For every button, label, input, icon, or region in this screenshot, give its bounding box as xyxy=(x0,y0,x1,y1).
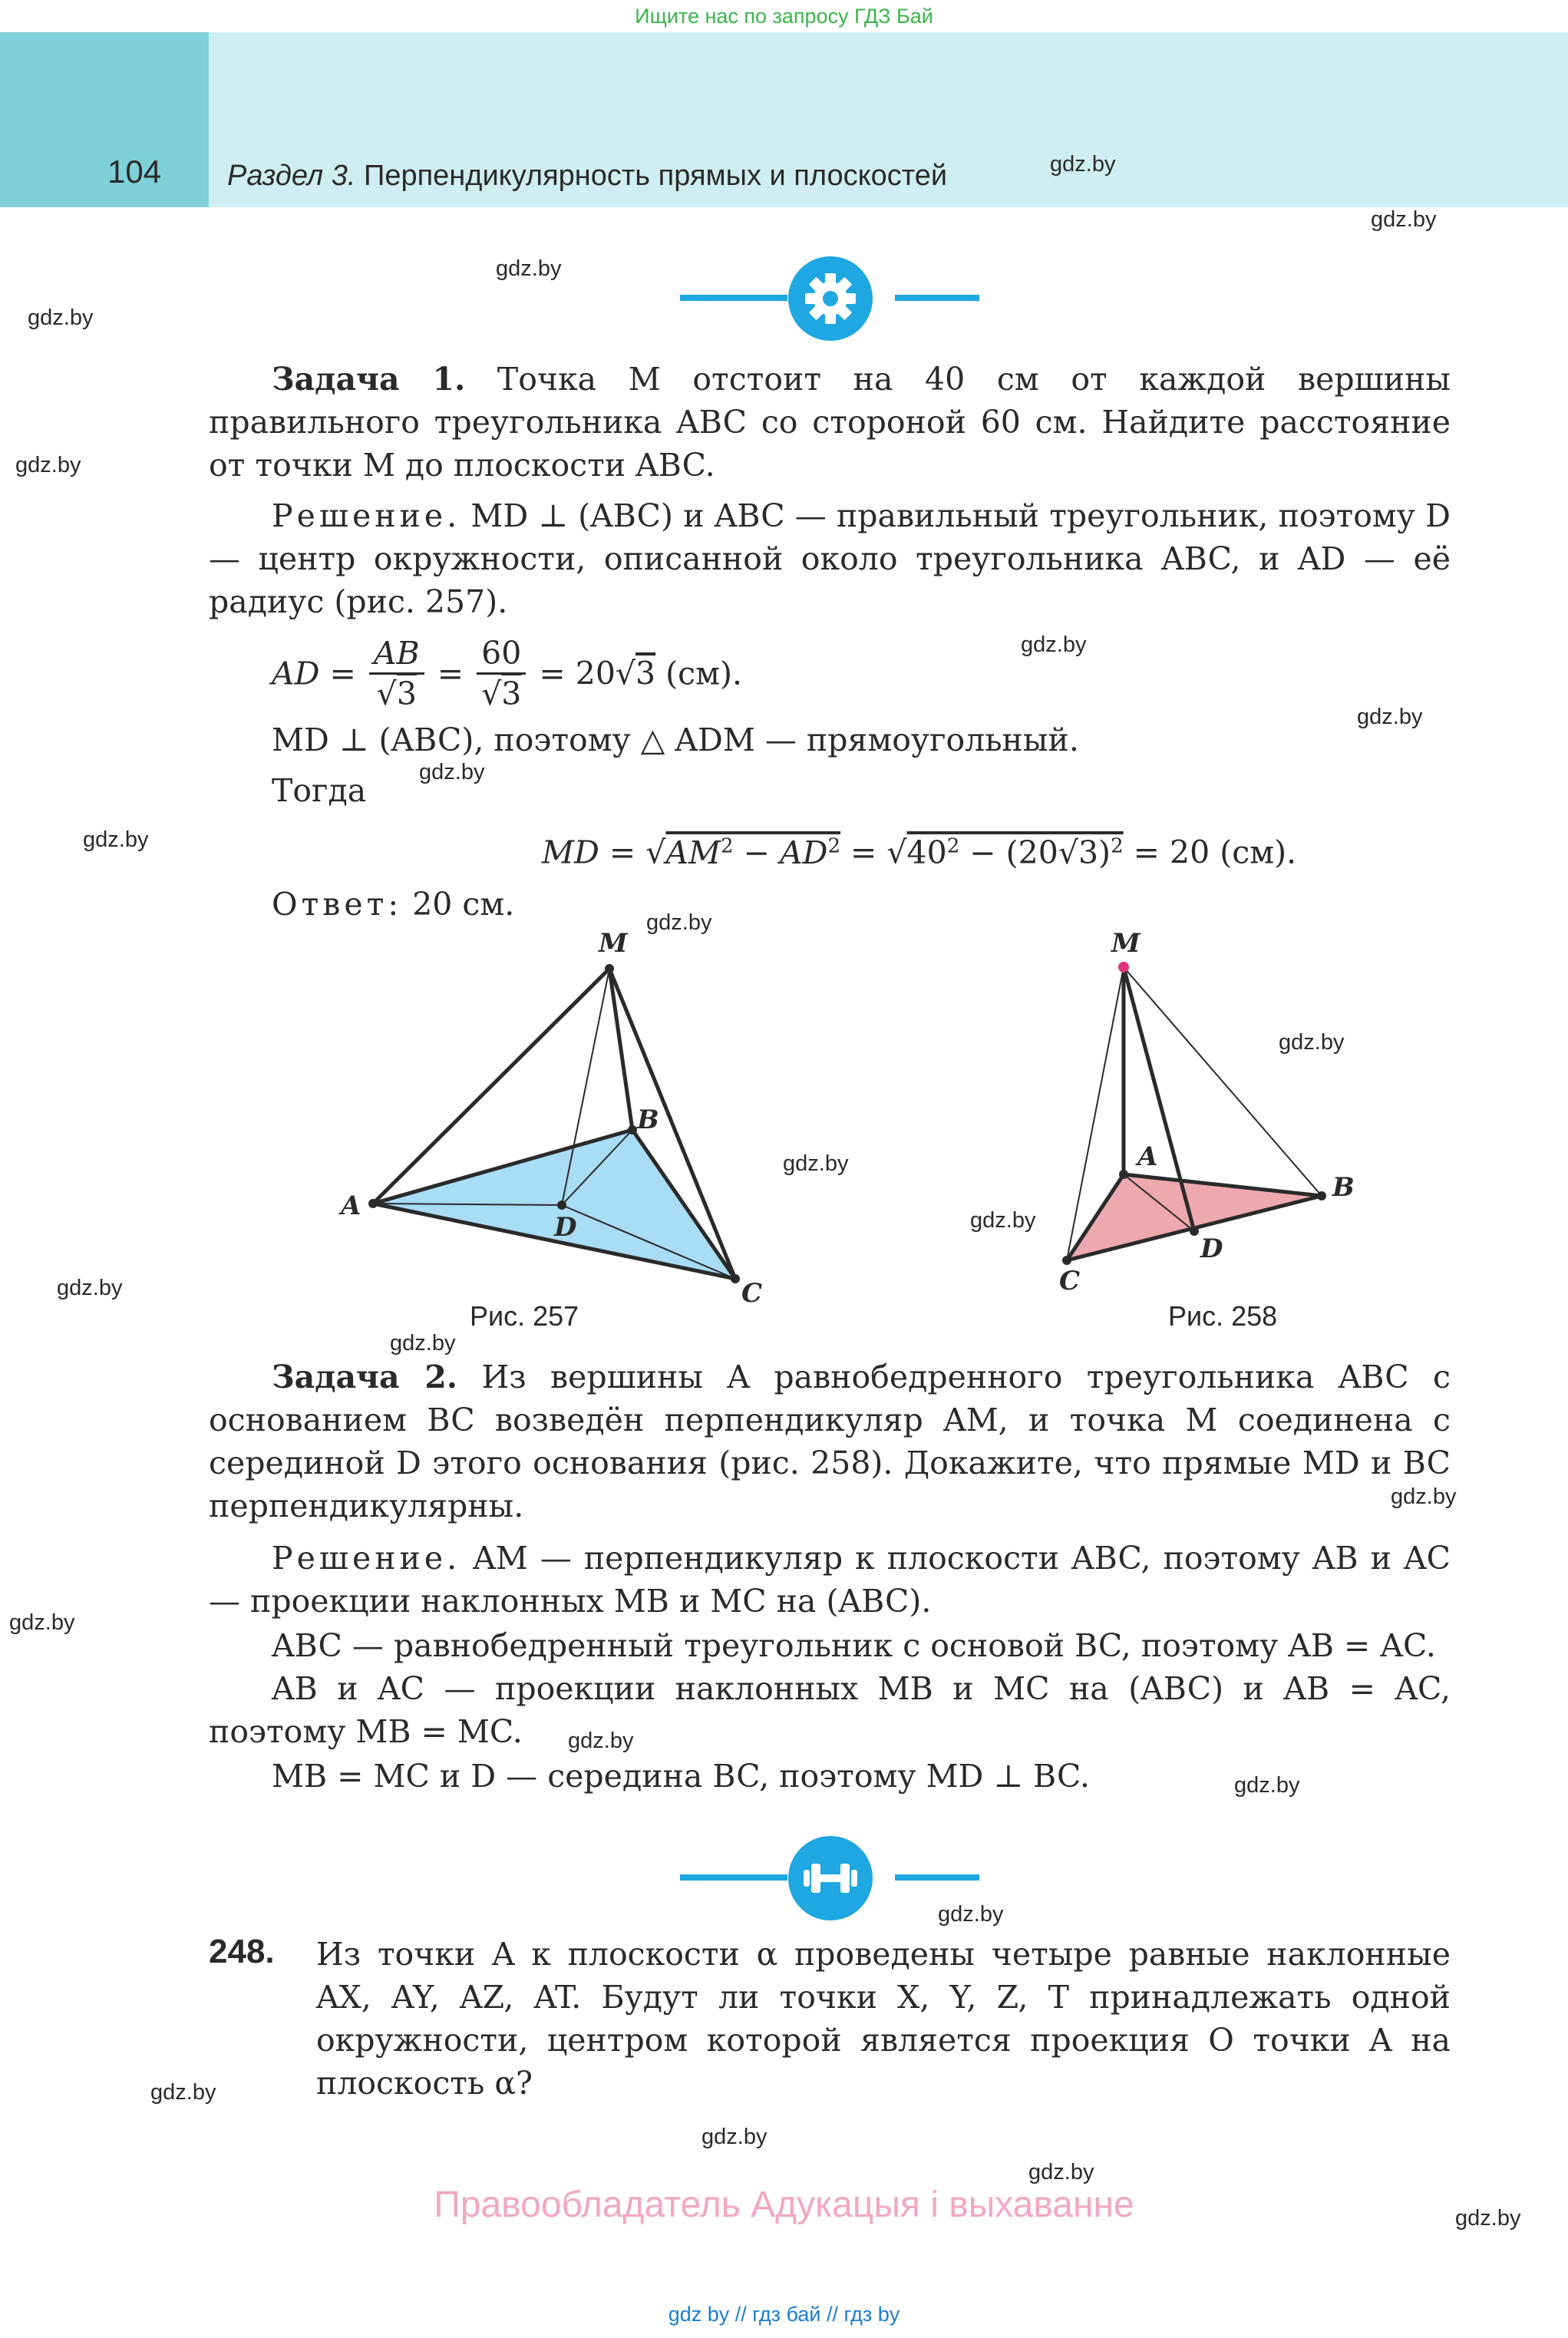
task1-answer xyxy=(272,883,514,926)
figure-258 xyxy=(1044,926,1366,1302)
task2-line4: MB = MC и D — середина BC, поэтому MD ⊥ BC. xyxy=(272,1758,1090,1795)
task1-solution xyxy=(209,494,1451,623)
watermark: gdz.by xyxy=(1357,705,1423,729)
task1-right-angle: MD ⊥ (ABC), поэтому △ ADM — прямоугольный. xyxy=(272,722,1079,758)
watermark: gdz.by xyxy=(701,2125,767,2149)
watermark: gdz.by xyxy=(568,1729,634,1753)
header-tab xyxy=(0,32,209,207)
task2-solution-label: Решение. xyxy=(272,1540,461,1577)
watermark: gdz.by xyxy=(1391,1484,1457,1509)
divider-line-right xyxy=(895,295,979,301)
section-label: Раздел 3. xyxy=(227,160,356,192)
watermark: gdz.by xyxy=(1455,2206,1521,2231)
divider-line-right xyxy=(895,1874,979,1881)
task1-answer-label: Ответ: xyxy=(272,886,403,923)
watermark: gdz.by xyxy=(15,453,81,477)
watermark: gdz.by xyxy=(1371,207,1437,232)
footer-links[interactable]: gdz by // гдз бай // гдз by xyxy=(668,2303,900,2326)
watermark: gdz.by xyxy=(9,1610,75,1635)
formula-ad: AD = $\frac{AB}{√3}$ = $\frac{60}{√3}$ = 20√3 (см). xyxy=(272,635,743,712)
fig258-label-d: D xyxy=(1200,1233,1223,1264)
watermark: gdz.by xyxy=(1021,632,1087,657)
fig257-label-a: A xyxy=(341,1190,361,1221)
watermark: gdz.by xyxy=(496,256,562,281)
task1-solution-label: Решение. xyxy=(272,497,461,534)
fig257-label-d: D xyxy=(554,1212,577,1243)
section-title-text: Перпендикулярность прямых и плоскостей xyxy=(364,160,948,192)
task2-solution xyxy=(209,1537,1451,1623)
task2-line3: AB и AC — проекции наклонных MB и MC на (ABC) и AB = AC, поэтому MB = MC. xyxy=(209,1670,1451,1750)
task2-statement xyxy=(209,1356,1451,1527)
task1-answer-value: 20 см. xyxy=(412,886,515,923)
watermark: gdz.by xyxy=(419,760,485,784)
watermark: gdz.by xyxy=(646,910,712,935)
watermark: gdz.by xyxy=(57,1276,123,1300)
fig257-label-c: C xyxy=(741,1278,763,1309)
page-number: 104 xyxy=(107,154,162,190)
watermark: gdz.by xyxy=(783,1151,849,1176)
task2-title: Задача 2. xyxy=(272,1359,458,1395)
formula-ad-unit: (см). xyxy=(665,655,743,692)
fig257-caption: Рис. 257 xyxy=(470,1300,579,1332)
watermark: gdz.by xyxy=(28,305,94,330)
fig258-label-m: M xyxy=(1111,928,1141,959)
task2-solution-text: AM — перпендикуляр к плоскости ABC, поэтому AB и AC — проекции наклонных MB и MC на (ABC). xyxy=(209,1540,1451,1620)
watermark: gdz.by xyxy=(1234,1773,1300,1798)
section-title xyxy=(227,160,947,193)
footer-rights: Правообладатель Адукацыя і выхаванне xyxy=(434,2184,1134,2225)
watermark: gdz.by xyxy=(390,1331,456,1356)
task1-statement xyxy=(209,358,1451,487)
watermark: gdz.by xyxy=(1050,152,1116,177)
figure-257 xyxy=(330,926,791,1325)
fig258-label-b: B xyxy=(1332,1172,1355,1203)
formula-md: MD = $√AM^2 - AD^2 = √40^2 - (20√3)^2 = 20$ (см). xyxy=(542,834,1297,871)
top-banner: Ищите нас по запросу ГДЗ Бай xyxy=(635,5,933,28)
fig258-label-a: A xyxy=(1137,1141,1158,1172)
fig257-label-b: B xyxy=(637,1105,659,1135)
task1-then: Тогда xyxy=(272,772,367,809)
watermark: gdz.by xyxy=(150,2080,216,2105)
task2-line2: ABC — равнобедренный треугольник с основой BC, поэтому AB = AC. xyxy=(272,1627,1436,1664)
task1-text: Точка M отстоит на 40 см от каждой вершины правильного треугольника ABC со стороной 60 см. Найдите расстояние от точки M до плоскости ABC. xyxy=(209,361,1451,484)
watermark: gdz.by xyxy=(970,1208,1036,1233)
gear-icon xyxy=(788,256,873,341)
watermark: gdz.by xyxy=(83,827,149,852)
task1-solution-text: MD ⊥ (ABC) и ABC — правильный треугольник, поэтому D — центр окружности, описанной около треугольника ABC, и AD — её радиус (рис. 257). xyxy=(209,497,1451,620)
exercise-text: Из точки A к плоскости α проведены четыре равные наклонные AX, AY, AZ, AT. Будут ли точки X, Y, Z, T принадлежать одной окружности, центром которой является проекция O точки A на плоскость α? xyxy=(316,1936,1451,2102)
exercise-number: 248. xyxy=(209,1933,275,1970)
divider-line-left xyxy=(680,1874,787,1881)
task1-title: Задача 1. xyxy=(272,361,466,398)
fig258-caption: Рис. 258 xyxy=(1168,1300,1278,1332)
fig257-label-m: M xyxy=(599,928,628,959)
watermark: gdz.by xyxy=(938,1902,1004,1927)
formula-md-unit: (см). xyxy=(1220,834,1297,871)
watermark: gdz.by xyxy=(1028,2160,1094,2184)
divider-line-left xyxy=(680,295,787,301)
dumbbell-icon xyxy=(788,1836,873,1920)
task2-text: Из вершины A равнобедренного треугольника ABC с основанием BC возведён перпендикуляр AM, и точка M соединена с серединой D этого основания (рис. 258). Докажите, что прямые MD и BC перпендикулярны. xyxy=(209,1359,1451,1524)
fig258-label-c: C xyxy=(1059,1266,1081,1296)
watermark: gdz.by xyxy=(1279,1030,1345,1055)
